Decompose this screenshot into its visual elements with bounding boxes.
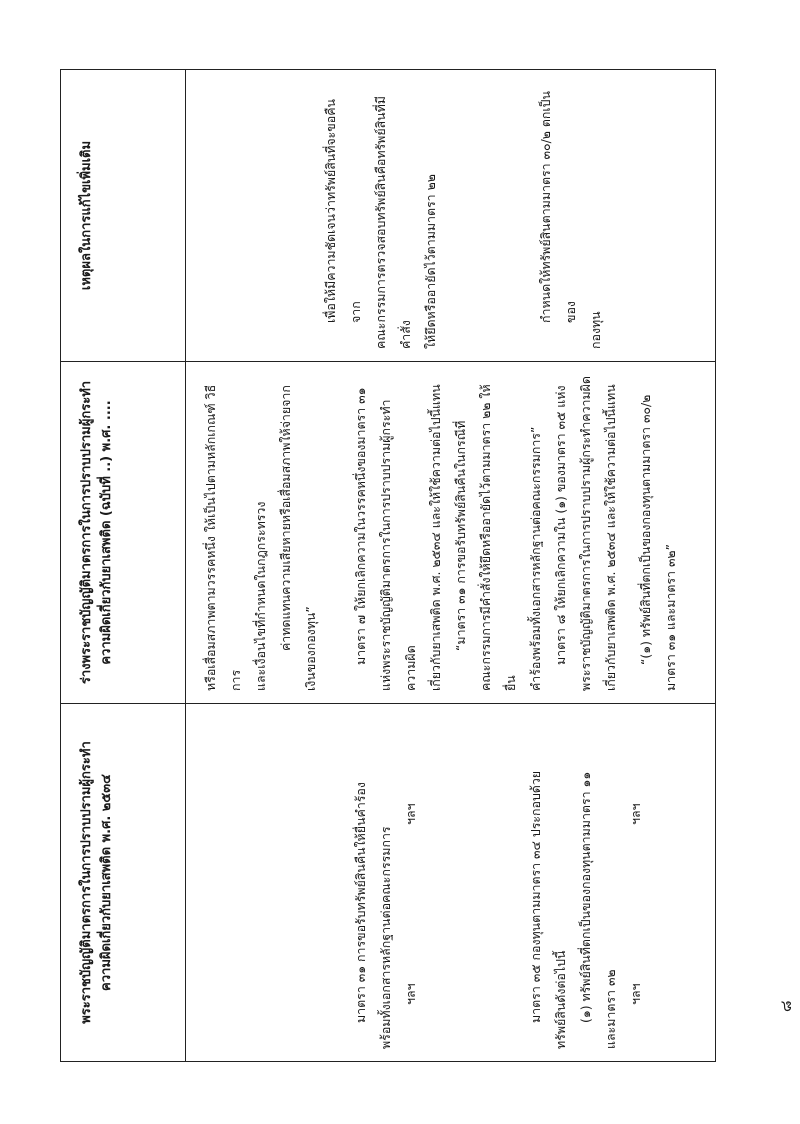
sec31-line-1: มาตรา ๓๑ การขอรับทรัพย์สินคืนให้ยื่นคำร้อง bbox=[353, 782, 368, 1023]
sec8-line-1: มาตรา ๘ ให้ยกเลิกความใน (๑) ของมาตรา ๓๕ แห่ง bbox=[553, 385, 568, 665]
current-law-cell bbox=[186, 704, 716, 1062]
reasons-cell bbox=[186, 70, 716, 362]
draft-line-3: ค่าทดแทนความเสียหายหรือเสื่อมสภาพให้จ่ายจาก bbox=[278, 385, 293, 651]
laa-mark: ฯลฯ bbox=[628, 983, 643, 1005]
sec7-line-4: “มาตรา ๓๑ การขอรับทรัพย์สินคืนในกรณีที่ bbox=[453, 420, 468, 651]
sec7-line-6: คำร้องพร้อมทั้งเอกสารหลักฐานต่อคณะกรรมการ” bbox=[528, 426, 543, 691]
sec8-line-2: พระราชบัญญัติมาตรการในการปราบปรามผู้กระทำความผิด bbox=[578, 376, 593, 691]
laa-mark: ฯลฯ bbox=[628, 803, 643, 825]
laa-mark: ฯลฯ bbox=[403, 983, 418, 1005]
sec7-line-3: เกี่ยวกับยาเสพติด พ.ศ. ๒๕๓๔ และให้ใช้ความต่อไปนี้แทน bbox=[428, 384, 443, 691]
sec7-line-2: แห่งพระราชบัญญัติมาตรการในการปราบปรามผู้กระทำความผิด bbox=[378, 399, 418, 691]
page-number: ๘ bbox=[777, 1000, 795, 1012]
sec8-line-3: เกี่ยวกับยาเสพติด พ.ศ. ๒๕๓๔ และให้ใช้ความต่อไปนี้แทน bbox=[603, 384, 618, 691]
sec35-line-2: ทรัพย์สินดังต่อไปนี้ bbox=[553, 950, 568, 1049]
sec35-line-3: (๑) ทรัพย์สินที่ตกเป็นของกองทุนตามมาตรา ๑๑ bbox=[578, 771, 593, 1023]
comparison-table-rotated bbox=[60, 70, 716, 1062]
sec31-line-2: พร้อมทั้งเอกสารหลักฐานต่อคณะกรรมการ bbox=[378, 826, 393, 1049]
reason1-line-3: ให้ยึดหรืออายัดไว้ตามมาตรา ๒๒ bbox=[423, 174, 438, 349]
sec35-line-4: และมาตรา ๓๒ bbox=[603, 969, 618, 1049]
body-row bbox=[186, 70, 716, 1062]
reason2-line-1: กำหนดให้ทรัพย์สินตามมาตรา ๓๐/๒ ตกเป็นของ bbox=[538, 91, 578, 323]
sec7-line-5: คณะกรรมการมีคำสั่งให้ยึดหรืออายัดไว้ตามมาตรา ๒๒ ให้ยื่น bbox=[478, 384, 518, 691]
header-current-law: พระราชบัญญัติมาตรการในการปราบปรามผู้กระทำ ความผิดเกี่ยวกับยาเสพติด พ.ศ. ๒๕๓๔ bbox=[61, 704, 186, 1062]
comparison-table bbox=[60, 69, 716, 1062]
laa-row-1 bbox=[398, 716, 423, 1049]
draft-line-4: เงินของกองทุน” bbox=[303, 606, 318, 691]
draft-line-2: และเงื่อนไขที่กำหนดในกฎกระทรวง bbox=[253, 501, 268, 691]
header-row bbox=[61, 70, 186, 1062]
reason1-line-2: คณะกรรมการตรวจสอบทรัพย์สินคือทรัพย์สินที่มีคำสั่ง bbox=[373, 96, 413, 349]
sec8-line-5: มาตรา ๓๑ และมาตรา ๓๒” bbox=[663, 543, 678, 691]
sec8-line-4: “(๑) ทรัพย์สินที่ตกเป็นของกองทุนตามมาตรา ๓๐/๒ bbox=[638, 394, 653, 665]
header-reasons: เหตุผลในการแก้ไขเพิ่มเติม bbox=[61, 70, 186, 362]
sec35-line-1: มาตรา ๓๕ กองทุนตามมาตรา ๓๔ ประกอบด้วย bbox=[528, 770, 543, 1023]
sec7-line-1: มาตรา ๗ ให้ยกเลิกความในวรรคหนึ่งของมาตรา ๓๑ bbox=[353, 387, 368, 665]
header-draft-law: ร่างพระราชบัญญัติมาตรการในการปราบปรามผู้กระทำ ความผิดเกี่ยวกับยาเสพติด (ฉบับที่ ..) พ.ศ. .... bbox=[61, 362, 186, 704]
reason1-line-1: เพื่อให้มีความชัดเจนว่าทรัพย์สินที่จะขอคืนจาก bbox=[323, 99, 363, 323]
reason2-line-2: กองทุน bbox=[588, 311, 603, 349]
laa-row-2 bbox=[623, 716, 648, 1049]
laa-mark: ฯลฯ bbox=[403, 803, 418, 825]
draft-law-cell bbox=[186, 362, 716, 704]
draft-line-1: หรือเสื่อมสภาพตามวรรคหนึ่ง ให้เป็นไปตามหลักเกณฑ์ วิธีการ bbox=[203, 384, 243, 691]
